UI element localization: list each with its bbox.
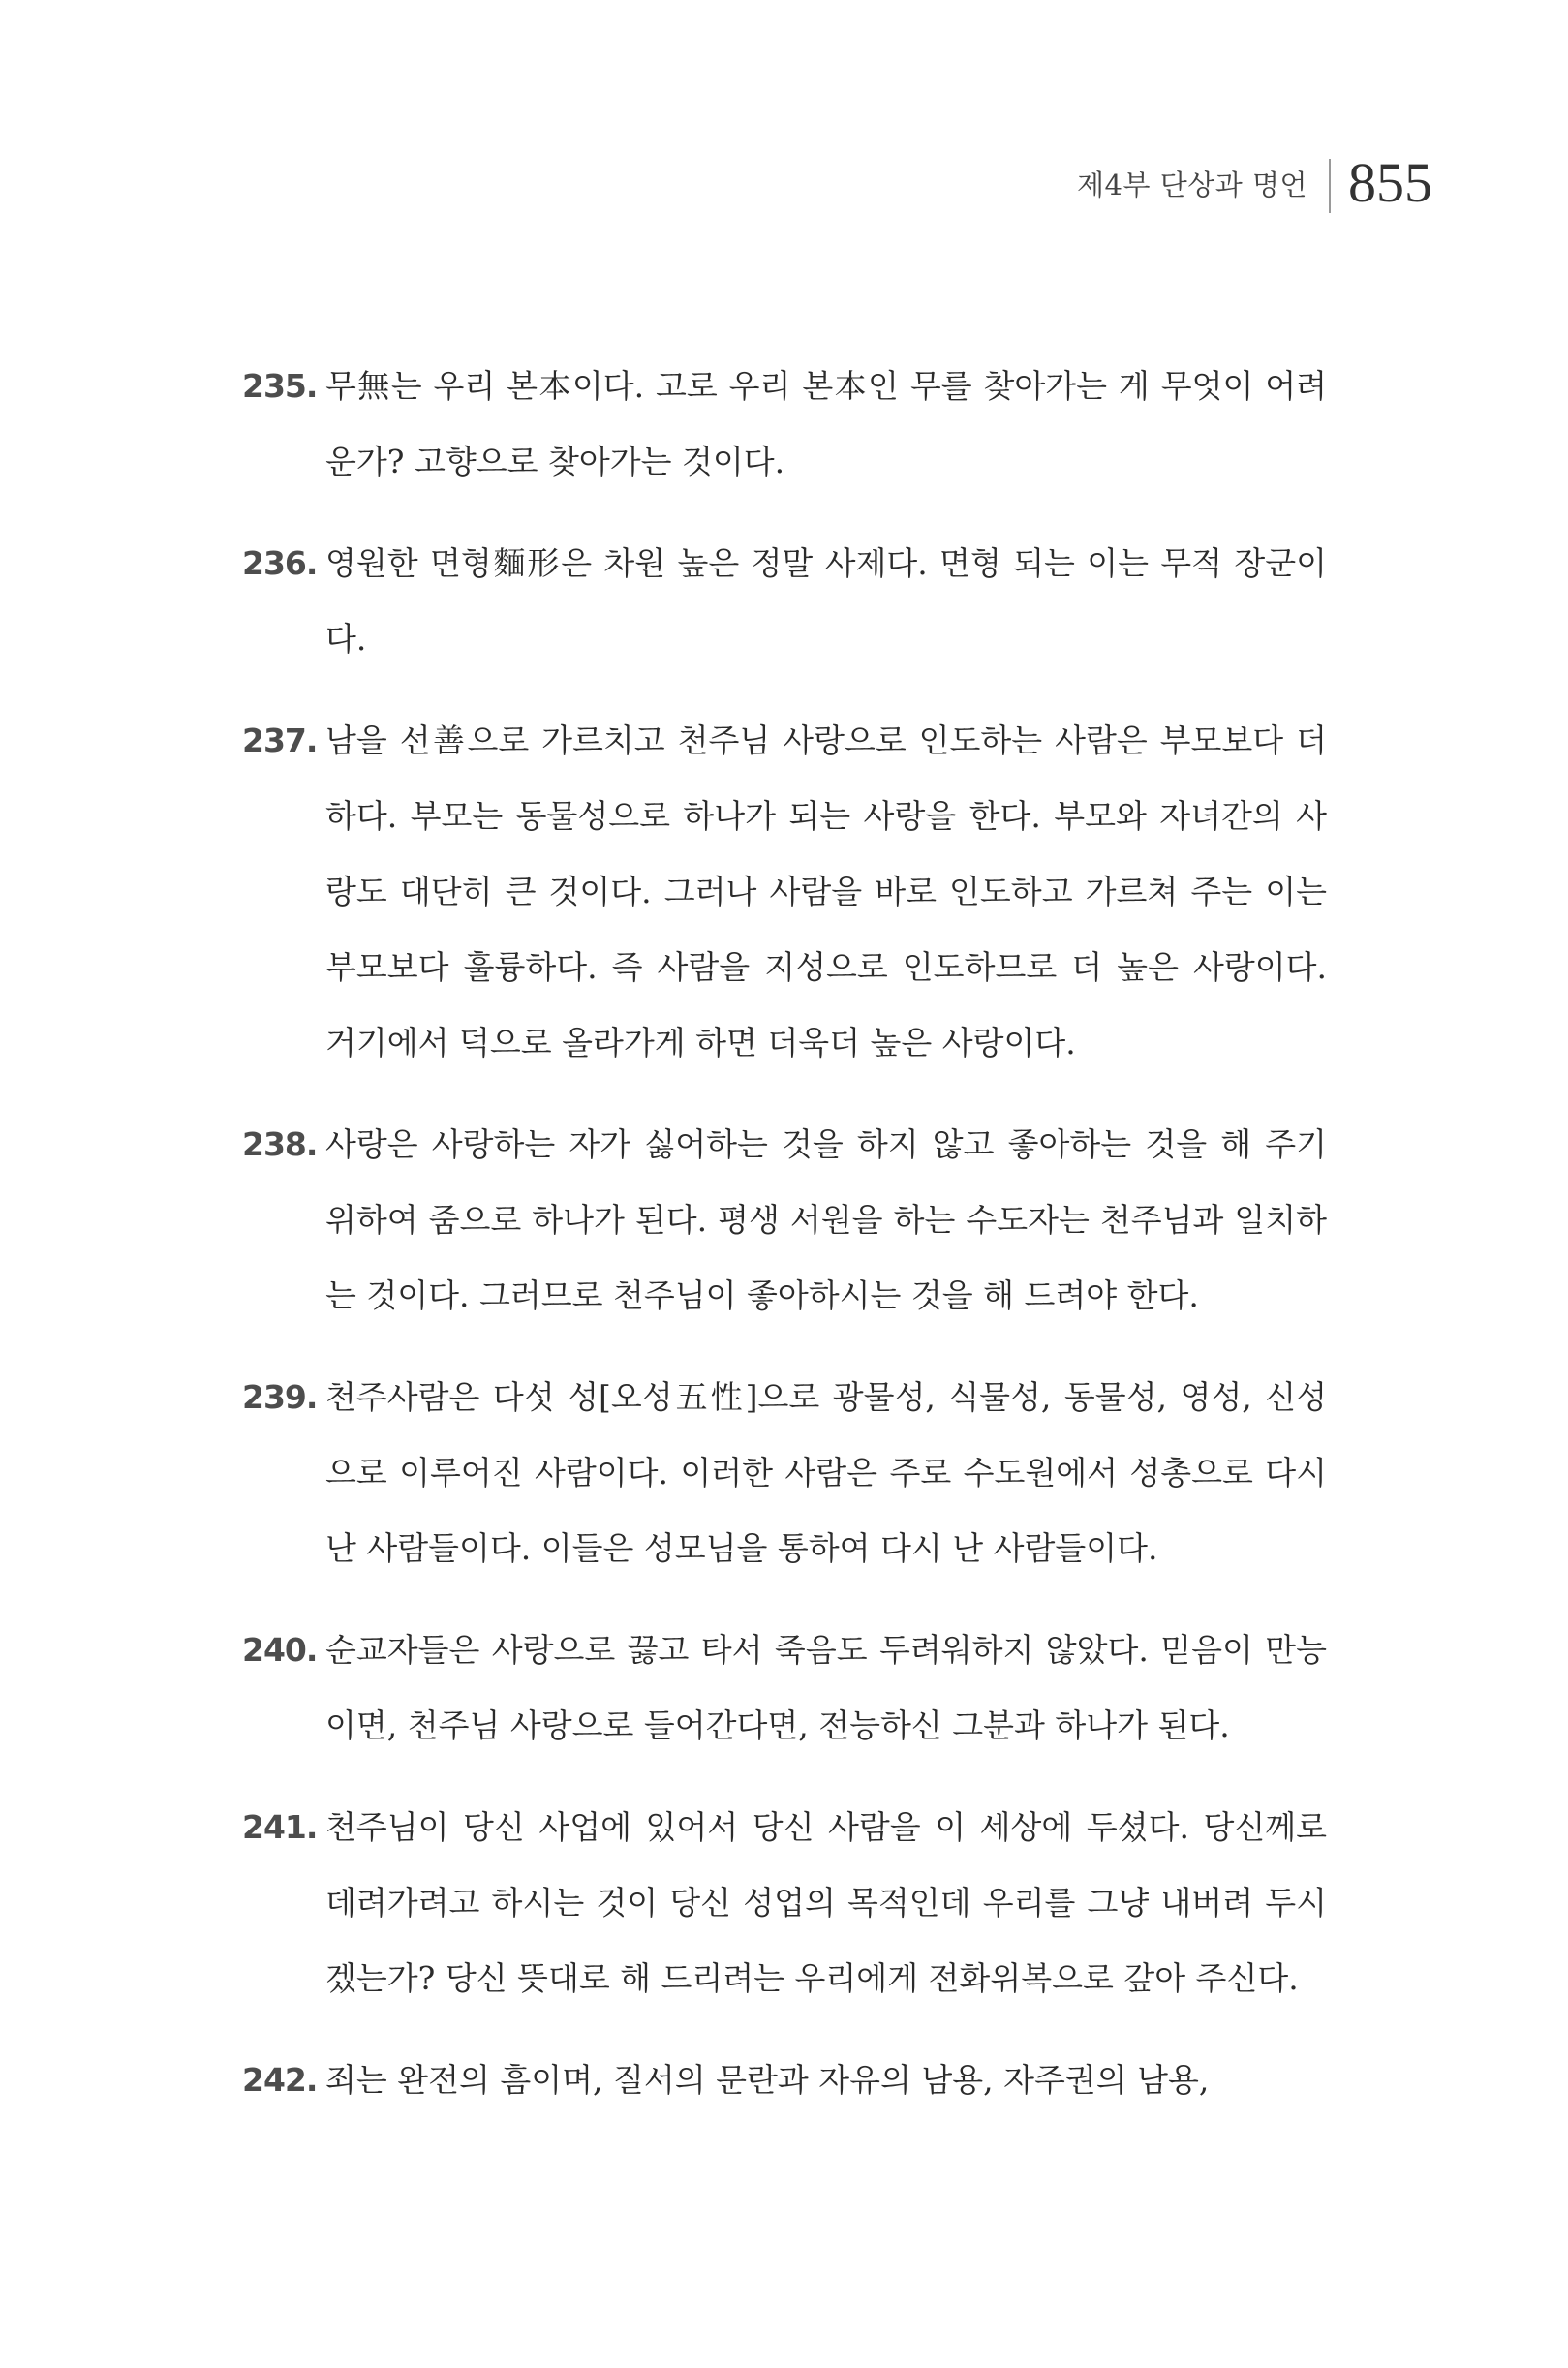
header-title: 제4부 단상과 명언	[1077, 169, 1307, 201]
entry-235	[242, 349, 1327, 500]
entry-text: 천주사람은 다섯 성[오성五性]으로 광물성, 식물성, 동물성, 영성, 신성으로 이루어진 사람이다. 이러한 사람은 주로 수도원에서 성총으로 다시 난 사람들이다. 이들은 성모님을 통하여 다시 난 사람들이다.	[325, 1378, 1327, 1567]
entry-237	[242, 703, 1327, 1081]
entry-239	[242, 1360, 1327, 1586]
entry-text: 남을 선善으로 가르치고 천주님 사랑으로 인도하는 사람은 부모보다 더하다. 부모는 동물성으로 하나가 되는 사랑을 한다. 부모와 자녀간의 사랑도 대단히 큰 것이다. 그러나 사람을 바로 인도하고 가르쳐 주는 이는 부모보다 훌륭하다. 즉 사람을 지성으로 인도하므로 더 높은 사랑이다. 거기에서 덕으로 올라가게 하면 더욱더 높은 사랑이다.	[325, 722, 1327, 1061]
entry-number: 238.	[242, 1125, 318, 1163]
entry-text: 순교자들은 사랑으로 끓고 타서 죽음도 두려워하지 않았다. 믿음이 만능이면, 천주님 사랑으로 들어간다면, 전능하신 그분과 하나가 된다.	[325, 1631, 1327, 1744]
header-divider	[1329, 159, 1331, 213]
entry-number: 241.	[242, 1808, 318, 1846]
entry-236	[242, 526, 1327, 677]
entry-number: 237.	[242, 722, 318, 759]
entry-number: 236.	[242, 544, 318, 582]
entry-number: 240.	[242, 1631, 318, 1669]
entry-242	[242, 2043, 1327, 2118]
entry-240	[242, 1613, 1327, 1764]
running-header	[1077, 145, 1432, 213]
entry-number: 235.	[242, 367, 318, 405]
entry-text: 천주님이 당신 사업에 있어서 당신 사람을 이 세상에 두셨다. 당신께로 데려가려고 하시는 것이 당신 성업의 목적인데 우리를 그냥 내버려 두시겠는가? 당신 뜻대로 해 드리려는 우리에게 전화위복으로 갚아 주신다.	[325, 1808, 1327, 1997]
entry-number: 239.	[242, 1378, 318, 1416]
entry-238	[242, 1107, 1327, 1334]
page-number: 855	[1348, 151, 1432, 214]
entry-241	[242, 1790, 1327, 2016]
entries-list	[242, 349, 1327, 2144]
entry-number: 242.	[242, 2061, 318, 2099]
entry-text: 무無는 우리 본本이다. 고로 우리 본本인 무를 찾아가는 게 무엇이 어려운가? 고향으로 찾아가는 것이다.	[325, 367, 1327, 480]
entry-text: 영원한 면형麵形은 차원 높은 정말 사제다. 면형 되는 이는 무적 장군이다.	[325, 544, 1327, 658]
entry-text: 죄는 완전의 흠이며, 질서의 문란과 자유의 남용, 자주권의 남용,	[325, 2061, 1210, 2099]
entry-text: 사랑은 사랑하는 자가 싫어하는 것을 하지 않고 좋아하는 것을 해 주기 위하여 줌으로 하나가 된다. 평생 서원을 하는 수도자는 천주님과 일치하는 것이다. 그러므로 천주님이 좋아하시는 것을 해 드려야 한다.	[325, 1125, 1327, 1314]
